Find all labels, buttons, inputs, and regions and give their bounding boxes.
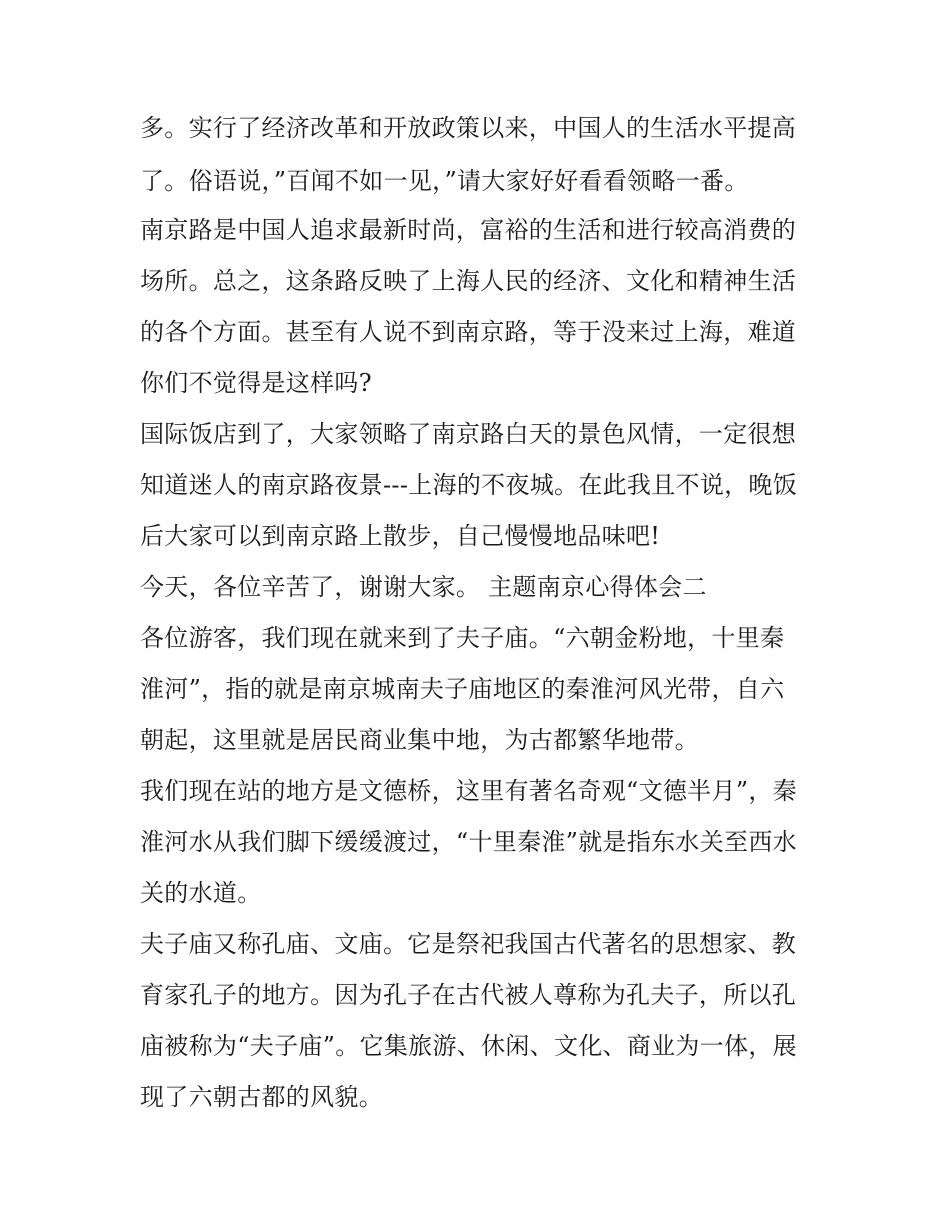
text-line: 的各个方面。甚至有人说不到南京路，等于没来过上海，难道 xyxy=(140,318,797,346)
text-line: 知道迷人的南京路夜景---上海的不夜城。在此我且不说，晚饭 xyxy=(140,471,798,499)
text-line: 夫子庙又称孔庙、文庙。它是祭祀我国古代著名的思想家、教 xyxy=(140,930,797,958)
text-line: 南京路是中国人追求最新时尚，富裕的生活和进行较高消费的 xyxy=(140,216,797,244)
text-line: 国际饭店到了，大家领略了南京路白天的景色风情，一定很想 xyxy=(140,420,797,448)
text-line: 场所。总之，这条路反映了上海人民的经济、文化和精神生活 xyxy=(140,267,797,295)
text-line: 我们现在站的地方是文德桥，这里有著名奇观“文德半月”，秦 xyxy=(140,777,797,805)
text-line: 你们不觉得是这样吗? xyxy=(140,369,372,397)
text-line: 育家孔子的地方。因为孔子在古代被人尊称为孔夫子，所以孔 xyxy=(140,981,797,1009)
text-line: 淮河”，指的就是南京城南夫子庙地区的秦淮河风光带，自六 xyxy=(140,675,785,703)
text-line: 庙被称为“夫子庙”。它集旅游、休闲、文化、商业为一体，展 xyxy=(140,1032,797,1060)
text-line: 淮河水从我们脚下缓缓渡过，“十里秦淮”就是指东水关至西水 xyxy=(140,828,797,856)
text-line: 朝起，这里就是居民商业集中地，为古都繁华地带。 xyxy=(140,726,699,754)
text-line: 关的水道。 xyxy=(140,879,262,907)
text-line: 现了六朝古都的风貌。 xyxy=(140,1083,383,1111)
text-line: 各位游客，我们现在就来到了夫子庙。“六朝金粉地，十里秦 xyxy=(140,624,785,652)
text-line: 今天，各位辛苦了，谢谢大家。 主题南京心得体会二 xyxy=(140,573,707,601)
text-line: 多。实行了经济改革和开放政策以来，中国人的生活水平提高 xyxy=(140,114,797,142)
text-line: 了。俗语说，”百闻不如一见，”请大家好好看看领略一番。 xyxy=(140,167,749,195)
text-line: 后大家可以到南京路上散步，自己慢慢地品味吧! xyxy=(140,522,661,550)
